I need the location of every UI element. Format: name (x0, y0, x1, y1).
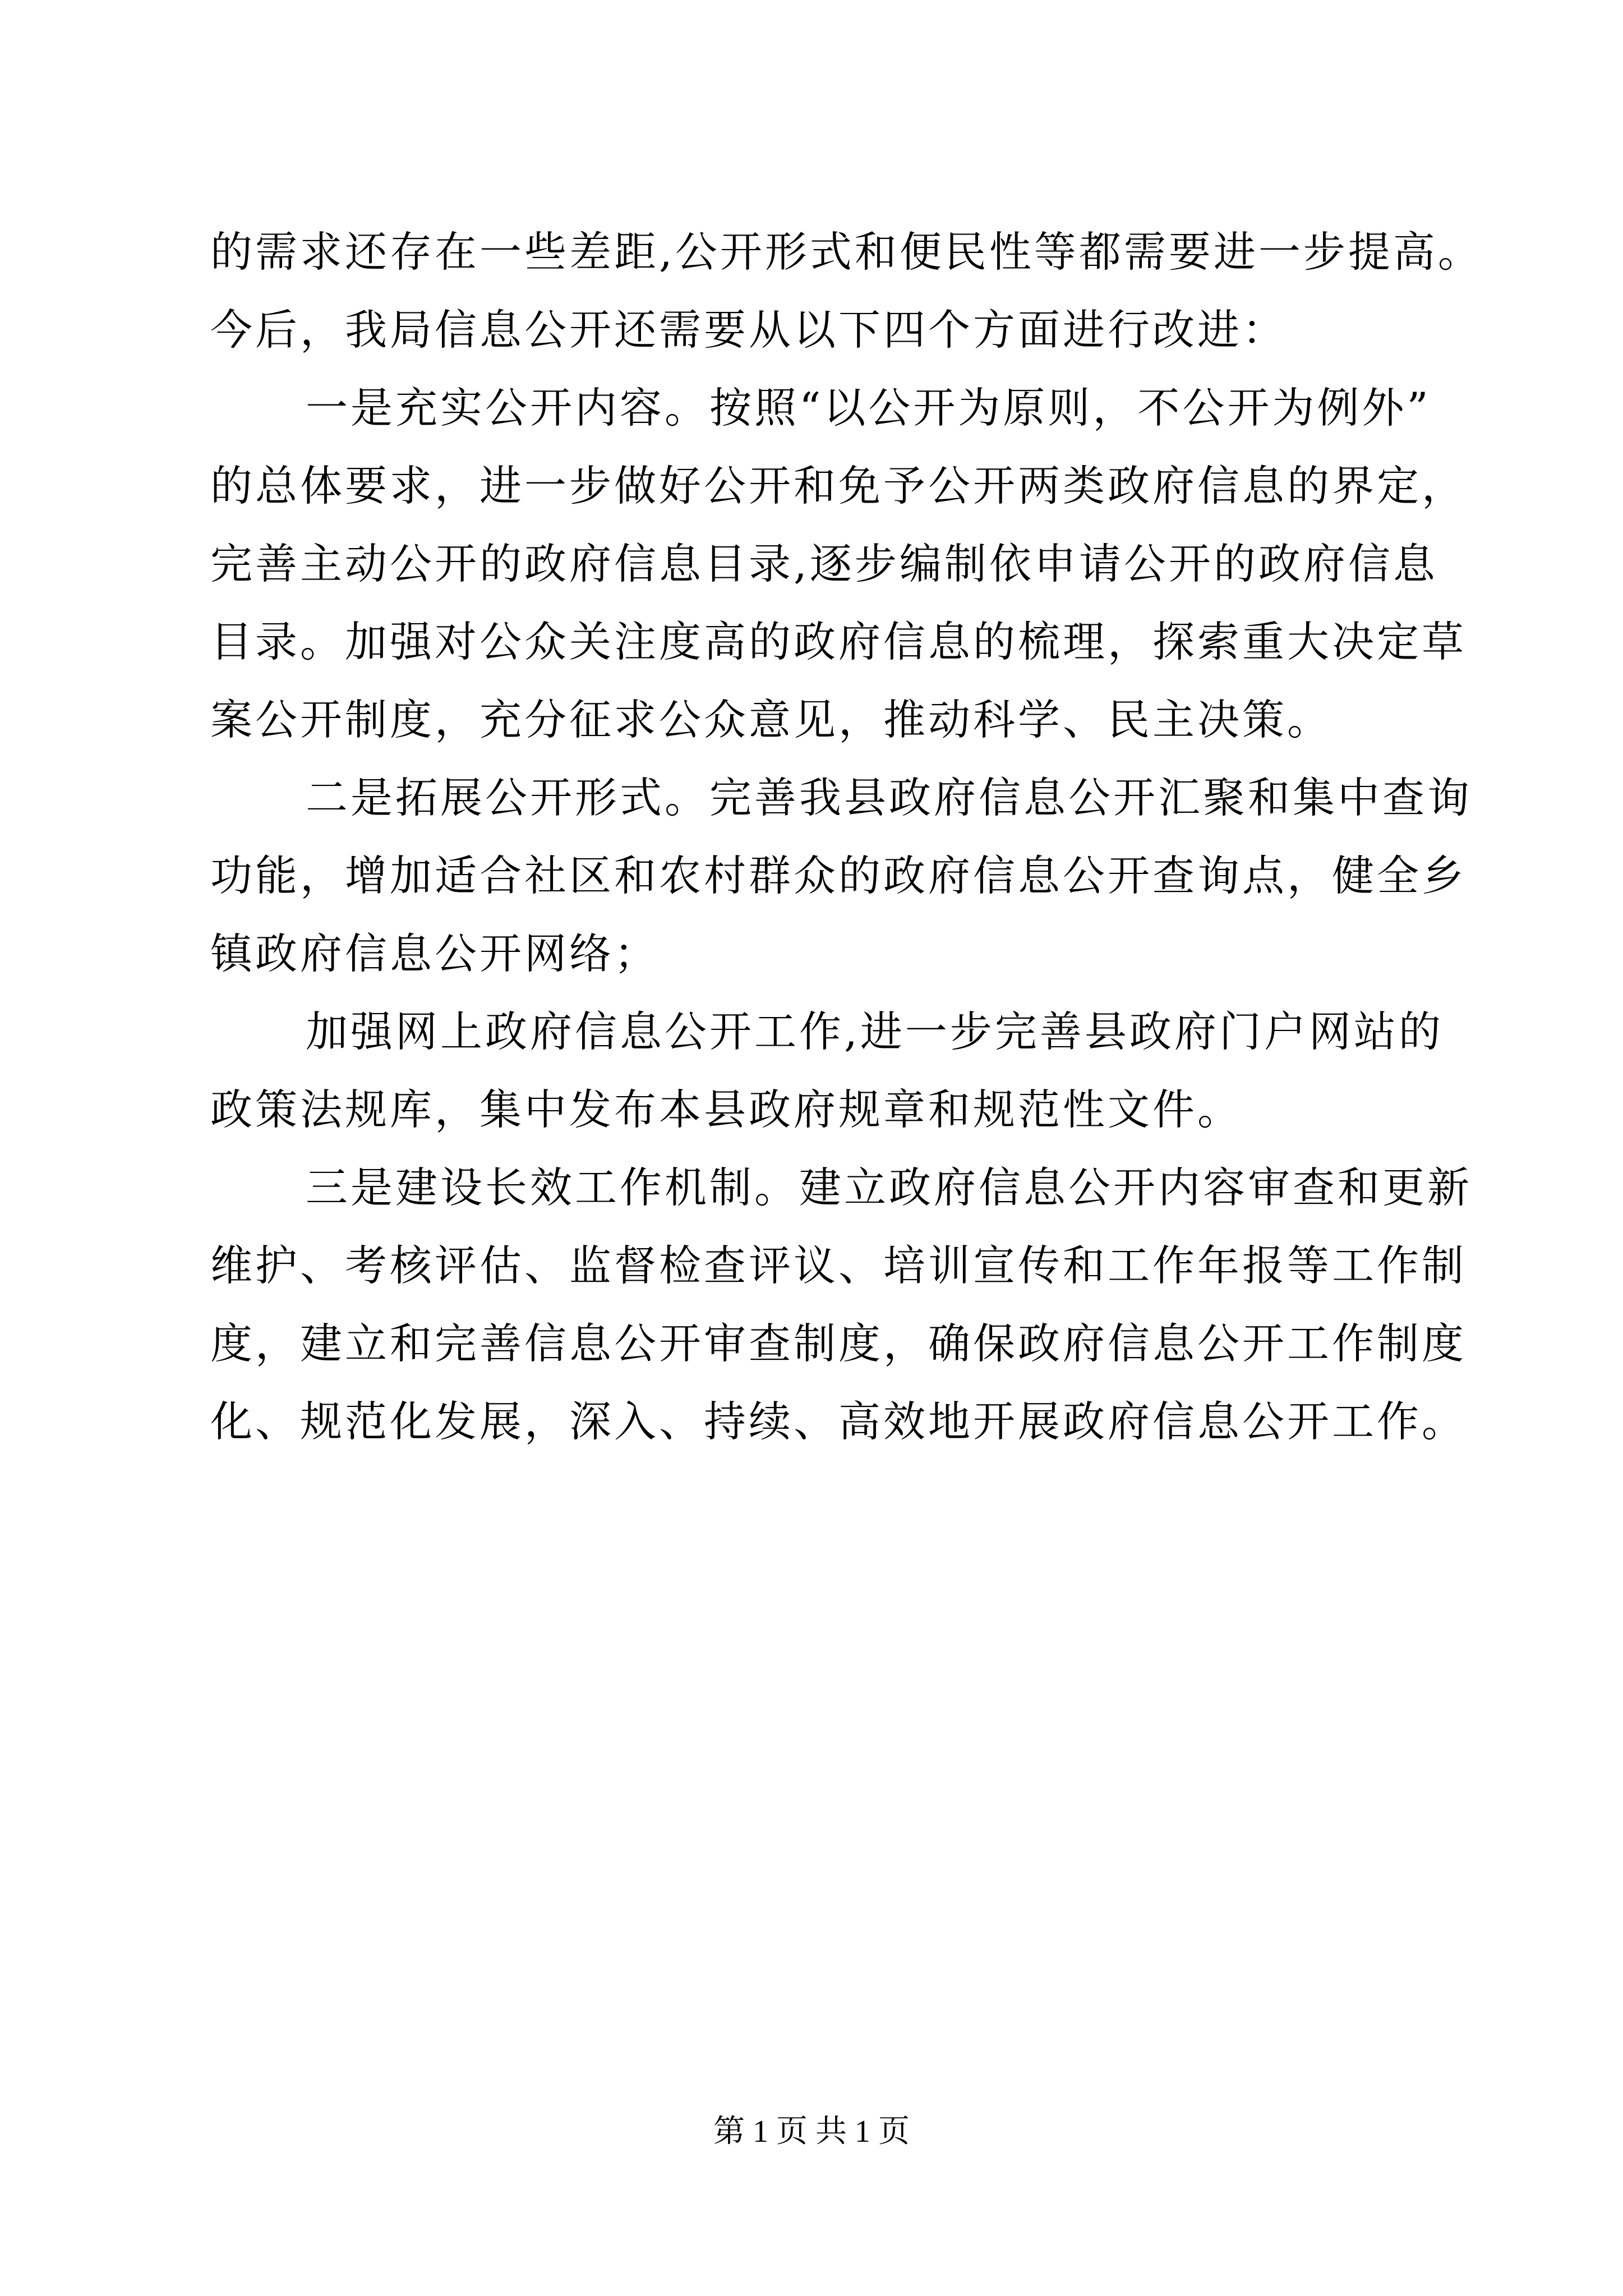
text-line-11: 加强网上政府信息公开工作,进一步完善县政府门户网站的 (306, 1007, 1444, 1056)
document-body (210, 213, 1483, 1461)
text-line-13: 三是建设长效工作机制。建立政府信息公开内容审查和更新 (306, 1163, 1473, 1212)
text-line-10: 镇政府信息公开网络； (210, 929, 660, 978)
text-line-2: 今后，我局信息公开还需要从以下四个方面进行改进： (210, 305, 1288, 355)
text-line-7: 案公开制度，充分征求公众意见，推动科学、民主决策。 (210, 695, 1332, 744)
text-line-12: 政策法规库，集中发布本县政府规章和规范性文件。 (210, 1085, 1243, 1134)
text-line-4: 的总体要求，进一步做好公开和免予公开两类政府信息的界定， (210, 461, 1467, 510)
text-line-9: 功能，增加适合社区和农村群众的政府信息公开查询点，健全乡 (210, 851, 1467, 900)
page-number-footer: 第 1 页 共 1 页 (713, 2114, 910, 2149)
text-line-3: 一是充实公开内容。按照“以公开为原则，不公开为例外” (306, 383, 1431, 432)
text-line-5: 完善主动公开的政府信息目录,逐步编制依申请公开的政府信息 (210, 539, 1438, 588)
text-line-14: 维护、考核评估、监督检查评议、培训宣传和工作年报等工作制 (210, 1241, 1467, 1290)
text-line-8: 二是拓展公开形式。完善我县政府信息公开汇聚和集中查询 (306, 773, 1473, 822)
text-line-1: 的需求还存在一些差距,公开形式和便民性等都需要进一步提高。 (210, 227, 1483, 277)
text-line-16: 化、规范化发展，深入、持续、高效地开展政府信息公开工作。 (210, 1397, 1467, 1446)
text-line-6: 目录。加强对公众关注度高的政府信息的梳理，探索重大决定草 (210, 617, 1467, 666)
text-line-15: 度，建立和完善信息公开审查制度，确保政府信息公开工作制度 (210, 1319, 1467, 1368)
